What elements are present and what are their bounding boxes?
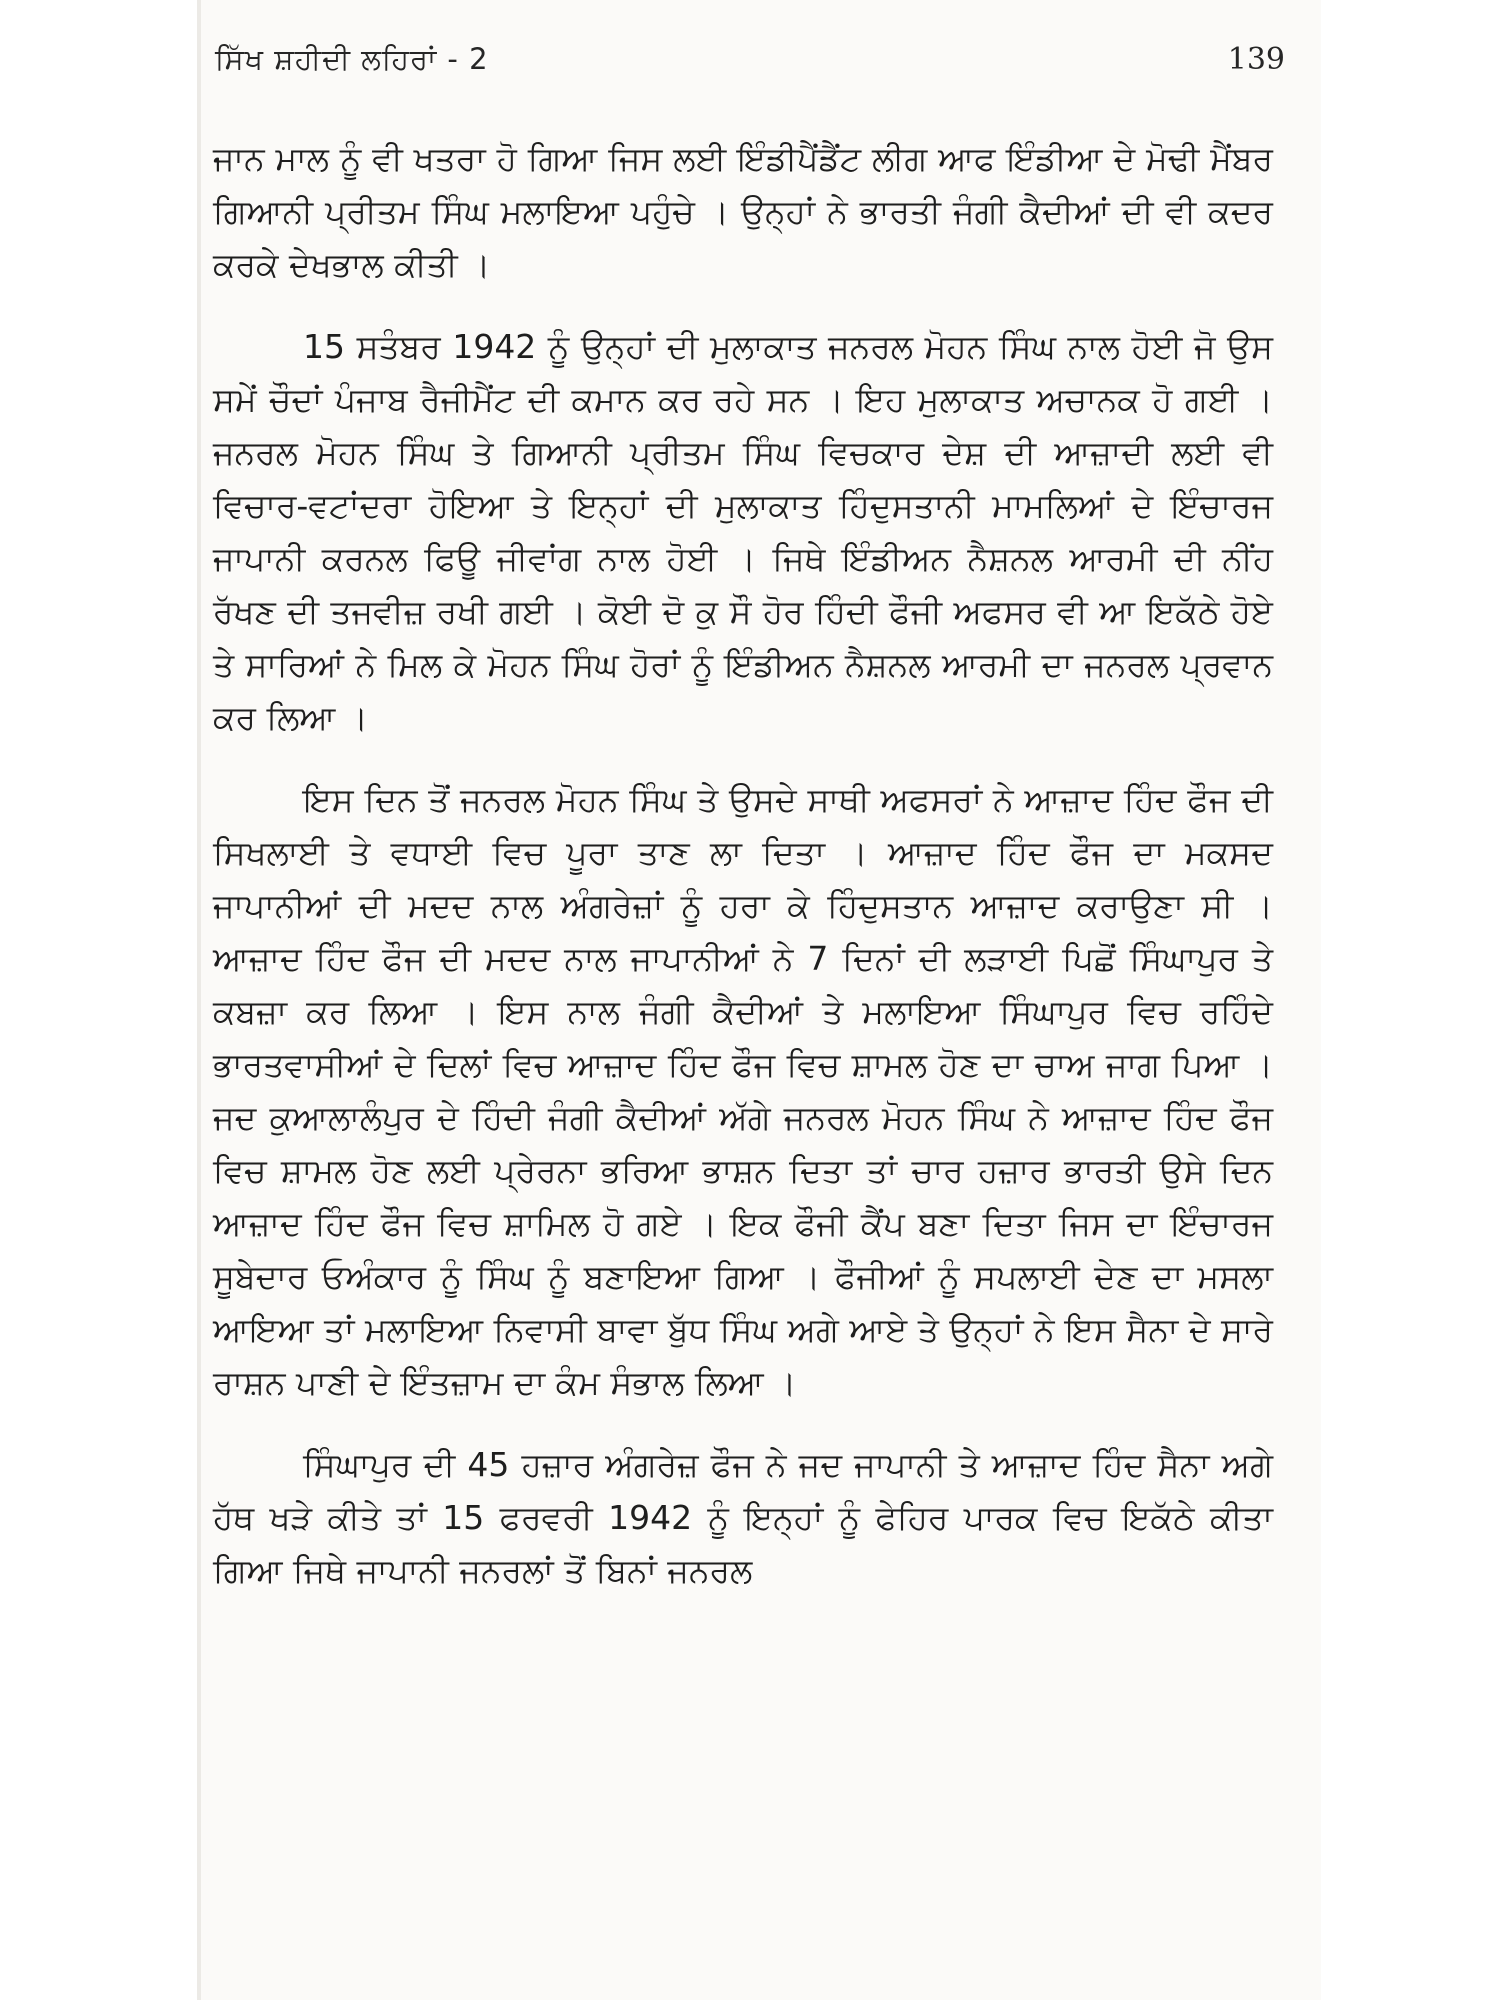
paragraph: ਸਿੰਘਾਪੁਰ ਦੀ 45 ਹਜ਼ਾਰ ਅੰਗਰੇਜ਼ ਫੌਜ ਨੇ ਜਦ ਜਾਪਾਨੀ ਤੇ ਆਜ਼ਾਦ ਹਿੰਦ ਸੈਨਾ ਅਗੇ ਹੱਥ ਖੜੇ ਕੀਤੇ ਤਾਂ 15 ਫਰਵਰੀ 1942 ਨੂੰ ਇਨ੍ਹਾਂ ਨੂੰ ਫੇਹਿਰ ਪਾਰਕ ਵਿਚ ਇਕੱਠੇ ਕੀਤਾ ਗਿਆ ਜਿਥੇ ਜਾਪਾਨੀ ਜਨਰਲਾਂ ਤੋਂ ਬਿਨਾਂ ਜਨਰਲ — [213, 1445, 1273, 1590]
scan-margin — [0, 0, 200, 2000]
running-header — [215, 42, 1285, 90]
body-text — [213, 132, 1273, 1597]
paragraph: 15 ਸਤੰਬਰ 1942 ਨੂੰ ਉਨ੍ਹਾਂ ਦੀ ਮੁਲਾਕਾਤ ਜਨਰਲ ਮੋਹਨ ਸਿੰਘ ਨਾਲ ਹੋਈ ਜੋ ਉਸ ਸਮੇਂ ਚੌਦਾਂ ਪੰਜਾਬ ਰੈਜੀਮੈਂਟ ਦੀ ਕਮਾਨ ਕਰ ਰਹੇ ਸਨ । ਇਹ ਮੁਲਾਕਾਤ ਅਚਾਨਕ ਹੋ ਗਈ । ਜਨਰਲ ਮੋਹਨ ਸਿੰਘ ਤੇ ਗਿਆਨੀ ਪ੍ਰੀਤਮ ਸਿੰਘ ਵਿਚਕਾਰ ਦੇਸ਼ ਦੀ ਆਜ਼ਾਦੀ ਲਈ ਵੀ ਵਿਚਾਰ-ਵਟਾਂਦਰਾ ਹੋਇਆ ਤੇ ਇਨ੍ਹਾਂ ਦੀ ਮੁਲਾਕਾਤ ਹਿੰਦੁਸਤਾਨੀ ਮਾਮਲਿਆਂ ਦੇ ਇੰਚਾਰਜ ਜਾਪਾਨੀ ਕਰਨਲ ਫਿਊ ਜੀਵਾਂਗ ਨਾਲ ਹੋਈ । ਜਿਥੇ ਇੰਡੀਅਨ ਨੈਸ਼ਨਲ ਆਰਮੀ ਦੀ ਨੀਂਹ ਰੱਖਣ ਦੀ ਤਜਵੀਜ਼ ਰਖੀ ਗਈ । ਕੋਈ ਦੋ ਕੁ ਸੌ ਹੋਰ ਹਿੰਦੀ ਫੌਜੀ ਅਫਸਰ ਵੀ ਆ ਇਕੱਠੇ ਹੋਏ ਤੇ ਸਾਰਿਆਂ ਨੇ ਮਿਲ ਕੇ ਮੋਹਨ ਸਿੰਘ ਹੋਰਾਂ ਨੂੰ ਇੰਡੀਅਨ ਨੈਸ਼ਨਲ ਆਰਮੀ ਦਾ ਜਨਰਲ ਪ੍ਰਵਾਨ ਕਰ ਲਿਆ । — [213, 327, 1273, 737]
paragraph: ਜਾਨ ਮਾਲ ਨੂੰ ਵੀ ਖਤਰਾ ਹੋ ਗਿਆ ਜਿਸ ਲਈ ਇੰਡੀਪੈਂਡੈਂਟ ਲੀਗ ਆਫ ਇੰਡੀਆ ਦੇ ਮੋਢੀ ਮੈਂਬਰ ਗਿਆਨੀ ਪ੍ਰੀਤਮ ਸਿੰਘ ਮਲਾਇਆ ਪਹੁੰਚੇ । ਉਨ੍ਹਾਂ ਨੇ ਭਾਰਤੀ ਜੰਗੀ ਕੈਦੀਆਂ ਦੀ ਵੀ ਕਦਰ ਕਰਕੇ ਦੇਖਭਾਲ ਕੀਤੀ । — [213, 139, 1273, 284]
paragraph: ਇਸ ਦਿਨ ਤੋਂ ਜਨਰਲ ਮੋਹਨ ਸਿੰਘ ਤੇ ਉਸਦੇ ਸਾਥੀ ਅਫਸਰਾਂ ਨੇ ਆਜ਼ਾਦ ਹਿੰਦ ਫੌਜ ਦੀ ਸਿਖਲਾਈ ਤੇ ਵਧਾਈ ਵਿਚ ਪੂਰਾ ਤਾਣ ਲਾ ਦਿਤਾ । ਆਜ਼ਾਦ ਹਿੰਦ ਫੌਜ ਦਾ ਮਕਸਦ ਜਾਪਾਨੀਆਂ ਦੀ ਮਦਦ ਨਾਲ ਅੰਗਰੇਜ਼ਾਂ ਨੂੰ ਹਰਾ ਕੇ ਹਿੰਦੁਸਤਾਨ ਆਜ਼ਾਦ ਕਰਾਉਣਾ ਸੀ । ਆਜ਼ਾਦ ਹਿੰਦ ਫੌਜ ਦੀ ਮਦਦ ਨਾਲ ਜਾਪਾਨੀਆਂ ਨੇ 7 ਦਿਨਾਂ ਦੀ ਲੜਾਈ ਪਿਛੋਂ ਸਿੰਘਾਪੁਰ ਤੇ ਕਬਜ਼ਾ ਕਰ ਲਿਆ । ਇਸ ਨਾਲ ਜੰਗੀ ਕੈਦੀਆਂ ਤੇ ਮਲਾਇਆ ਸਿੰਘਾਪੁਰ ਵਿਚ ਰਹਿੰਦੇ ਭਾਰਤਵਾਸੀਆਂ ਦੇ ਦਿਲਾਂ ਵਿਚ ਆਜ਼ਾਦ ਹਿੰਦ ਫੌਜ ਵਿਚ ਸ਼ਾਮਲ ਹੋਣ ਦਾ ਚਾਅ ਜਾਗ ਪਿਆ । ਜਦ ਕੁਆਲਾਲੰਪੁਰ ਦੇ ਹਿੰਦੀ ਜੰਗੀ ਕੈਦੀਆਂ ਅੱਗੇ ਜਨਰਲ ਮੋਹਨ ਸਿੰਘ ਨੇ ਆਜ਼ਾਦ ਹਿੰਦ ਫੌਜ ਵਿਚ ਸ਼ਾਮਲ ਹੋਣ ਲਈ ਪ੍ਰੇਰਨਾ ਭਰਿਆ ਭਾਸ਼ਨ ਦਿਤਾ ਤਾਂ ਚਾਰ ਹਜ਼ਾਰ ਭਾਰਤੀ ਉਸੇ ਦਿਨ ਆਜ਼ਾਦ ਹਿੰਦ ਫੌਜ ਵਿਚ ਸ਼ਾਮਿਲ ਹੋ ਗਏ । ਇਕ ਫੌਜੀ ਕੈਂਪ ਬਣਾ ਦਿਤਾ ਜਿਸ ਦਾ ਇੰਚਾਰਜ ਸੂਬੇਦਾਰ ਓਅੰਕਾਰ ਨੂੰ ਸਿੰਘ ਨੂੰ ਬਣਾਇਆ ਗਿਆ । ਫੌਜੀਆਂ ਨੂੰ ਸਪਲਾਈ ਦੇਣ ਦਾ ਮਸਲਾ ਆਇਆ ਤਾਂ ਮਲਾਇਆ ਨਿਵਾਸੀ ਬਾਵਾ ਬੁੱਧ ਸਿੰਘ ਅਗੇ ਆਏ ਤੇ ਉਨ੍ਹਾਂ ਨੇ ਇਸ ਸੈਨਾ ਦੇ ਸਾਰੇ ਰਾਸ਼ਨ ਪਾਣੀ ਦੇ ਇੰਤਜ਼ਾਮ ਦਾ ਕੰਮ ਸੰਭਾਲ ਲਿਆ । — [213, 780, 1273, 1402]
running-title: ਸਿੱਖ ਸ਼ਹੀਦੀ ਲਹਿਰਾਂ - 2 — [215, 42, 489, 76]
page-number: 139 — [1227, 42, 1285, 77]
